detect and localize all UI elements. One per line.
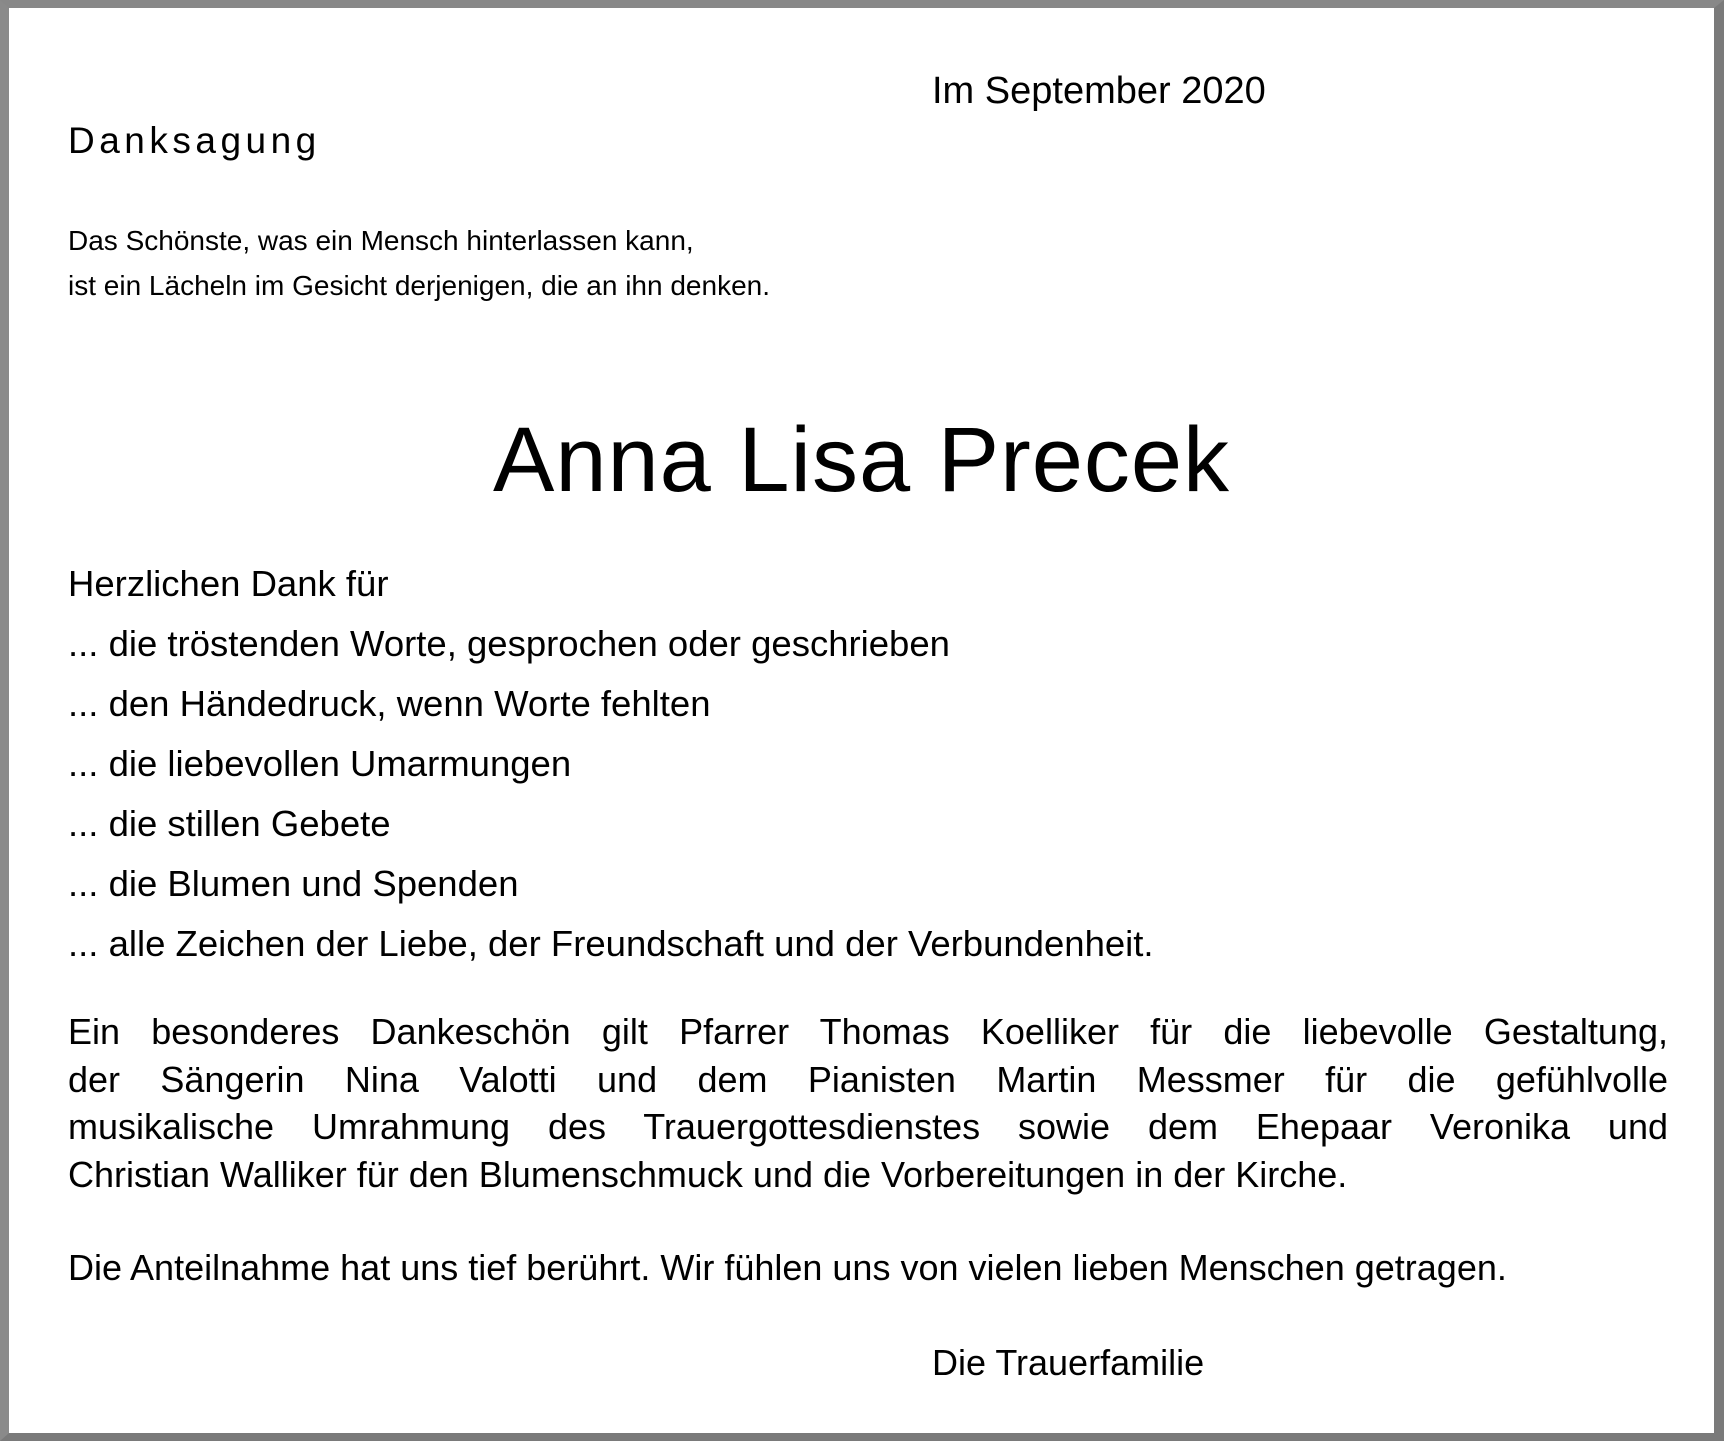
quote-line: Das Schönste, was ein Mensch hinterlassen kann, <box>68 225 694 256</box>
paragraph-line: Christian Walliker für den Blumenschmuck und die Vorbereitungen in der Kirche. <box>68 1153 1348 1195</box>
quote-block <box>68 218 770 308</box>
thanks-item: ... die tröstenden Worte, gesprochen oder geschrieben <box>68 623 950 664</box>
paragraph-line: musikalische Umrahmung des Trauergottesdienstes sowie dem Ehepaar Veronika und <box>68 1106 1668 1147</box>
notice-heading: Danksagung <box>68 120 321 161</box>
closing-sentence: Die Anteilnahme hat uns tief berührt. Wir fühlen uns von vielen lieben Menschen getragen. <box>68 1247 1507 1288</box>
thanks-item: ... den Händedruck, wenn Worte fehlten <box>68 683 711 724</box>
special-thanks-paragraph <box>68 1008 1668 1198</box>
signature: Die Trauerfamilie <box>932 1342 1205 1383</box>
thanks-item: ... die Blumen und Spenden <box>68 863 519 904</box>
paragraph-line: Ein besonderes Dankeschön gilt Pfarrer Thomas Koelliker für die liebevolle Gestaltung, <box>68 1011 1668 1052</box>
thanks-list <box>68 554 1154 974</box>
thanks-intro: Herzlichen Dank für <box>68 563 389 604</box>
quote-line: ist ein Lächeln im Gesicht derjenigen, die an ihn denken. <box>68 270 770 301</box>
deceased-name: Anna Lisa Precek <box>492 409 1231 511</box>
thanks-item: ... alle Zeichen der Liebe, der Freundschaft und der Verbundenheit. <box>68 923 1154 964</box>
notice-date: Im September 2020 <box>932 70 1266 112</box>
thanks-item: ... die liebevollen Umarmungen <box>68 743 572 784</box>
paragraph-line: der Sängerin Nina Valotti und dem Pianisten Martin Messmer für die gefühlvolle <box>68 1058 1668 1100</box>
thanks-item: ... die stillen Gebete <box>68 803 391 844</box>
